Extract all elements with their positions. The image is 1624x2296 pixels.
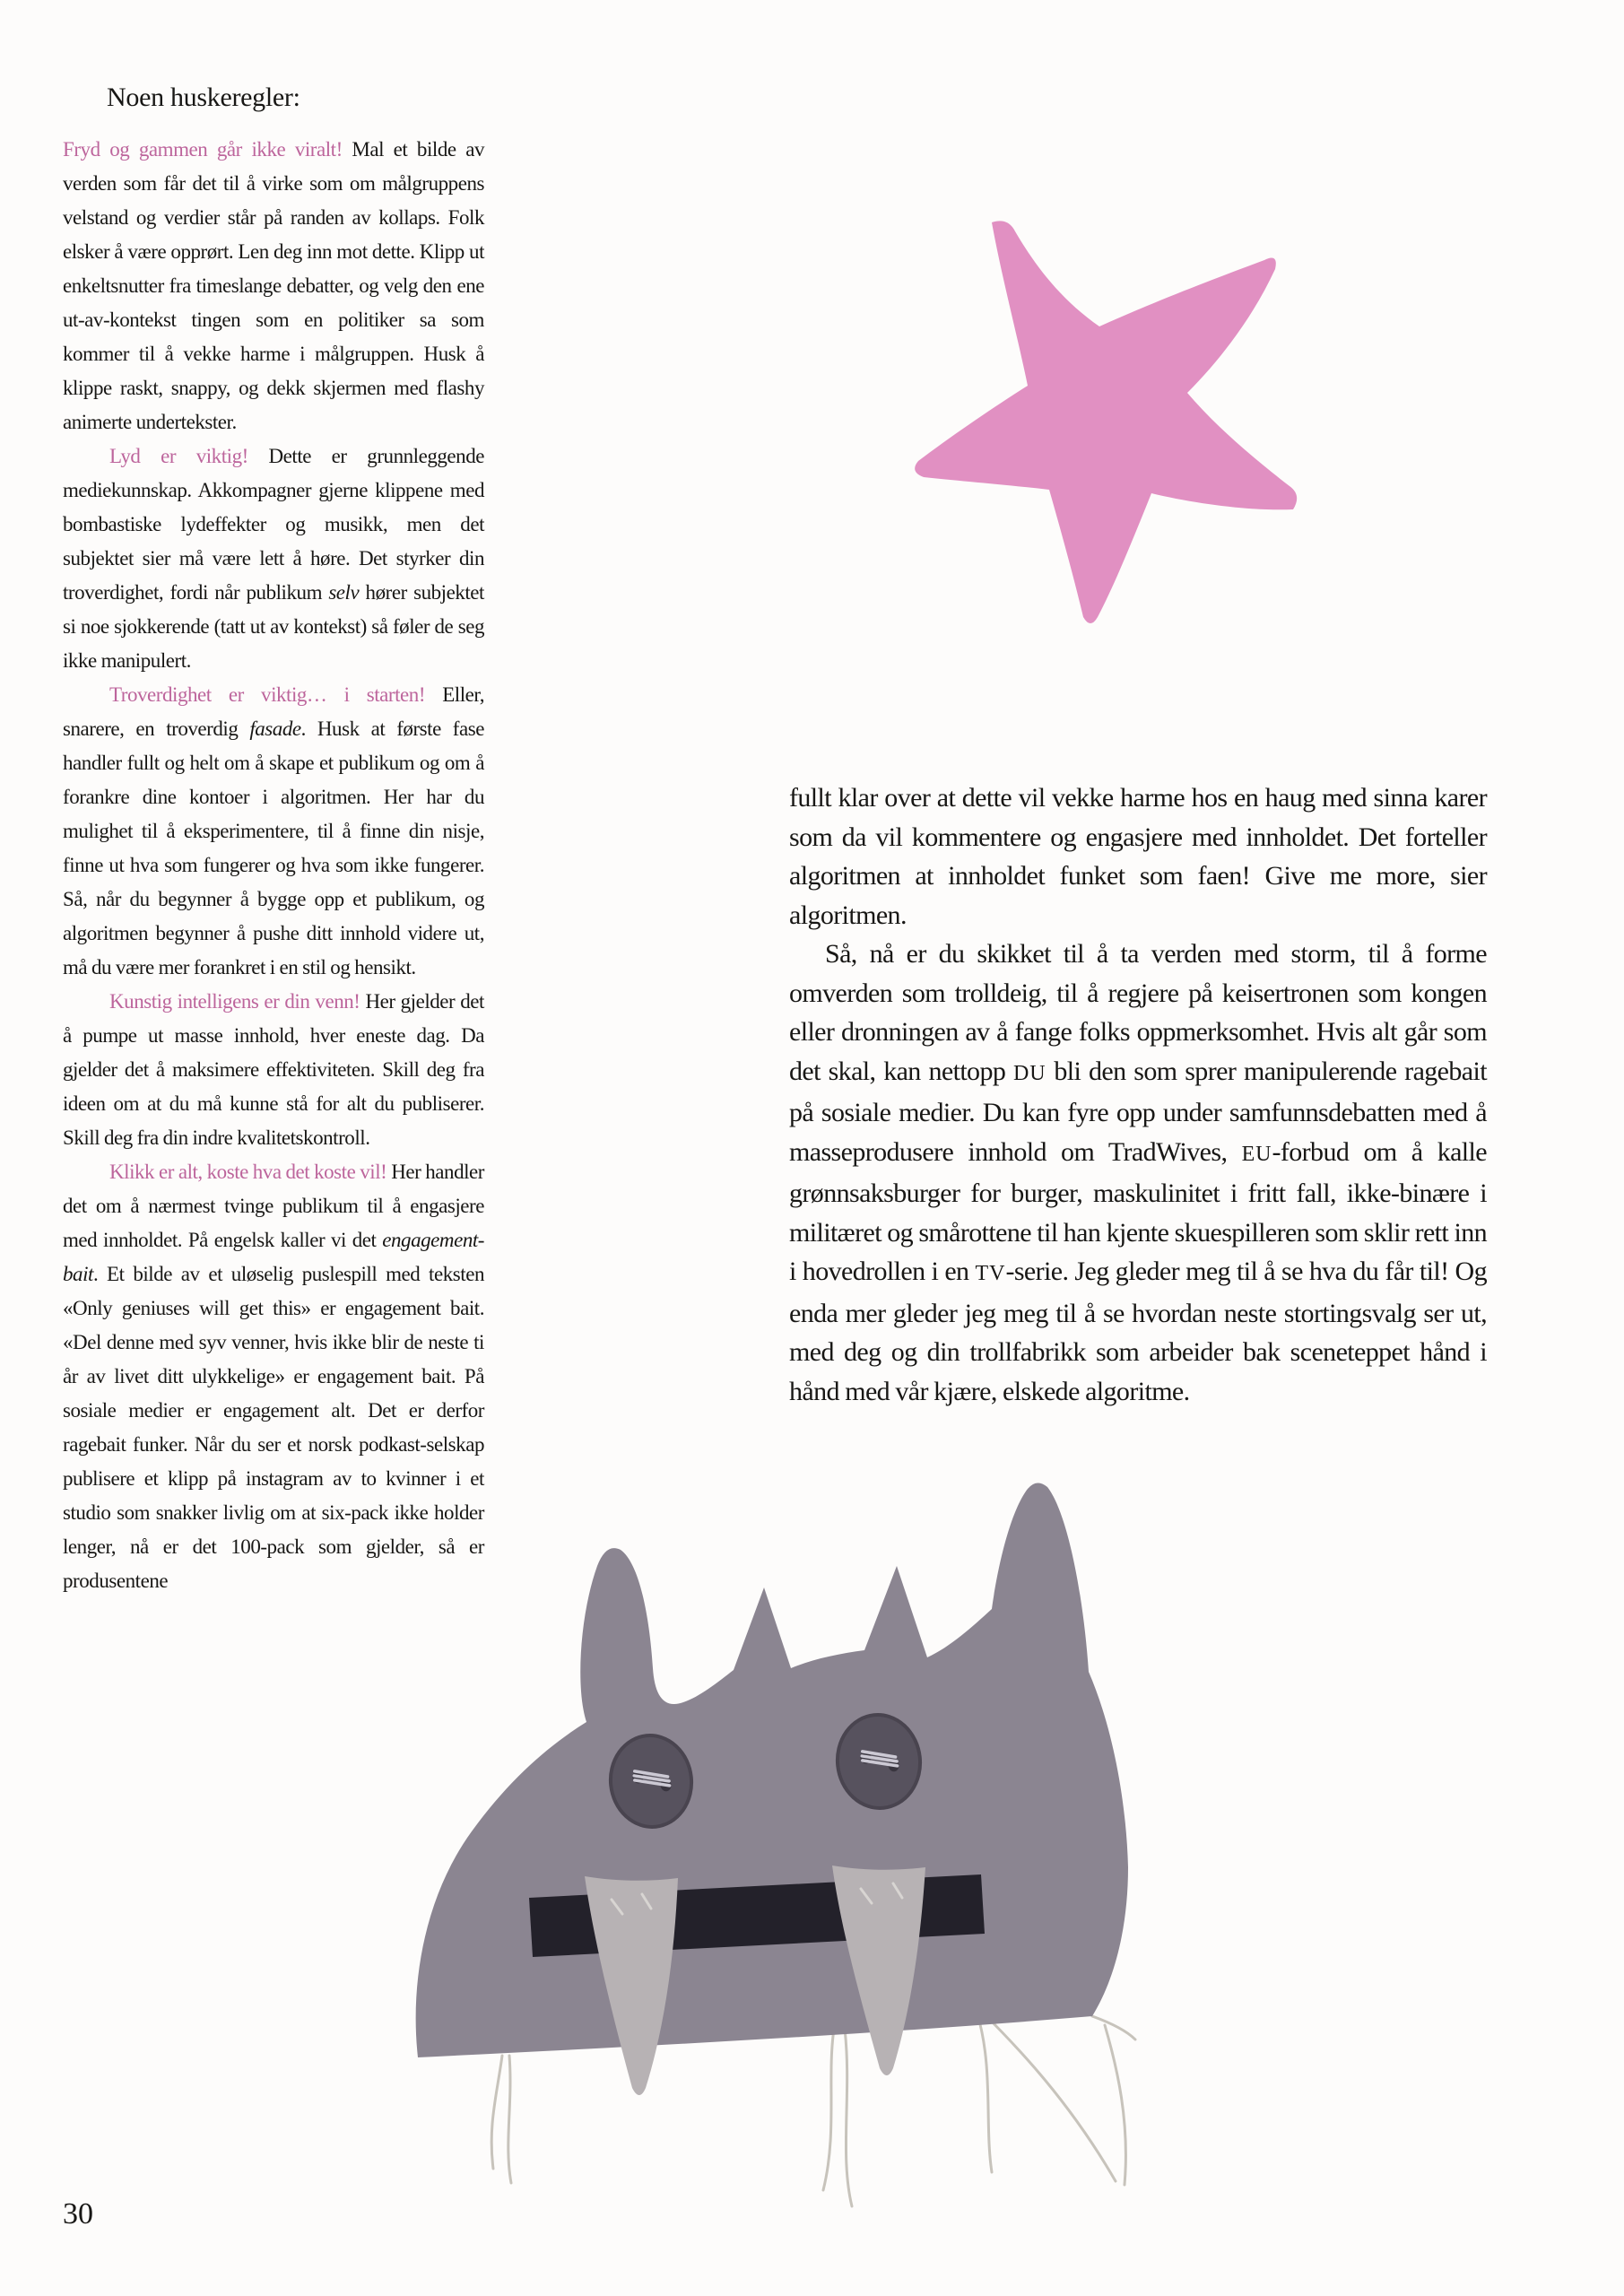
text-segment-normal: Her gjelder det å pumpe ut masse innhold, hver eneste dag. Da gjelder det å maksimere effektiviteten. Skill deg fra ideen om at du må kunne stå for alt du publiserer. Skill deg fra din indre kvalitetskontroll. — [63, 990, 484, 1149]
text-segment-sc: TV — [975, 1262, 1006, 1285]
text-segment-normal: -serie. Jeg gleder meg til å se hva du får til! Og enda mer gleder jeg meg til å se hvordan neste stortingsvalg ser ut, med deg og din trollfabrikk som arbeider bak sceneteppet hånd i hånd med vår kjære, elskede algoritme. — [789, 1257, 1487, 1406]
felt-monster-illustration — [377, 1476, 1139, 2212]
star-shape — [915, 221, 1297, 623]
text-segment-lead: Klikk er alt, koste hva det koste vil! — [109, 1161, 392, 1183]
page-heading: Noen huskeregler: — [107, 83, 300, 112]
left-text-column — [63, 133, 484, 1598]
right-text-column — [789, 778, 1487, 1411]
text-segment-sc: EU — [1241, 1142, 1272, 1166]
text-segment-lead: Lyd er viktig! — [109, 445, 269, 467]
monster-felt-head — [416, 1483, 1128, 2057]
text-segment-normal: Mal et bilde av verden som får det til å virke som om målgruppens velstand og verdier står på randen av kollaps. Folk elsker å være opprørt. Len deg inn mot dette. Klipp ut enkeltsnutter fra timeslange debatter, og velg den ene ut-av-kontekst tingen som en politiker sa som kommer til å vekke harme i målgruppen. Husk å klippe raskt, snappy, og dekk skjermen med flashy animerte undertekster. — [63, 138, 484, 433]
paragraph-fryd-og-gammen — [63, 133, 484, 439]
paragraph-lyd-er-viktig — [63, 439, 484, 678]
text-segment-normal: . Husk at første fase handler fullt og helt om å skape et publikum og om å forankre dine kontoer i algoritmen. Her har du mulighet til å eksperimentere, til å finne din nisje, finne ut hva som fungerer og hva som ikke fungerer. Så, når du begynner å bygge opp et publikum, og algoritmen begynner å pushe ditt innhold videre ut, må du være mer forankret i en stil og hensikt. — [63, 718, 484, 978]
text-segment-normal: Så, nå er du skikket til å ta verden med storm, til å forme omverden som trolldeig, til å regjere på keisertronen som kongen eller dronningen av å fange folks oppmerksomhet. Hvis alt går som det skal, kan nettopp — [789, 939, 1487, 1086]
paragraph-fullt-klar — [789, 778, 1487, 935]
text-segment-normal: hører subjektet si noe sjokkerende (tatt ut av kontekst) så føler de seg ikke manipulert. — [63, 581, 484, 672]
text-segment-lead: Kunstig intelligens er din venn! — [109, 990, 366, 1013]
text-segment-normal: -forbud om å kalle grønnsaksburger for burger, maskulinitet i fritt fall, ikke-binære i militæret og smårottene til han kjente skuespilleren som sklir rett inn i hovedrollen i en — [789, 1136, 1487, 1286]
text-segment-normal: bli den som sprer manipulerende ragebait på sosiale medier. Du kan fyre opp under samfunnsdebatten med å masseprodusere innhold om TradWives, — [789, 1056, 1487, 1167]
text-segment-lead: Fryd og gammen går ikke viralt! — [63, 138, 352, 161]
text-segment-sc: DU — [1013, 1061, 1046, 1085]
text-segment-lead: Troverdighet er viktig… i starten! — [109, 683, 443, 706]
paragraph-troverdighet — [63, 678, 484, 985]
text-segment-normal: . Et bilde av et uløselig puslespill med teksten «Only geniuses will get this» er engagement bait. «Del denne med syv venner, hvis ikke blir de neste ti år av livet ditt ulykkelige» er engagement bait. På sosiale medier er engagement alt. Det er derfor ragebait funker. Når du ser et norsk podkast-selskap publisere et klipp på instagram av to kvinner i et studio som snakker livlig om at six-pack ikke holder lenger, nå er det 100-pack som gjelder, så er produsentene — [63, 1263, 484, 1592]
text-segment-normal: fullt klar over at dette vil vekke harme hos en haug med sinna karer som da vil kommentere og engasjere med innholdet. Det forteller algoritmen at innholdet funket som faen! Give me more, sier algoritmen. — [789, 783, 1487, 930]
text-segment-normal: Eller, snarere, en troverdig — [63, 683, 484, 740]
paragraph-sa-na-er-du — [789, 935, 1487, 1411]
text-segment-normal: Her handler det om å nærmest tvinge publikum til å engasjere med innholdet. På engelsk kaller vi det — [63, 1161, 484, 1251]
text-segment-italic: selv — [328, 581, 360, 604]
text-segment-normal: Dette er grunnleggende mediekunnskap. Akkompagner gjerne klippene med bombastiske lydeffekter og musikk, men det subjektet sier må være lett å høre. Det styrker din troverdighet, fordi når publikum — [63, 445, 485, 604]
page-number: 30 — [63, 2197, 93, 2231]
text-segment-italic: fasade — [249, 718, 301, 740]
text-segment-italic: engagement-bait — [63, 1229, 484, 1285]
pink-star-illustration — [908, 215, 1302, 630]
paragraph-kunstig-intelligens — [63, 985, 484, 1155]
